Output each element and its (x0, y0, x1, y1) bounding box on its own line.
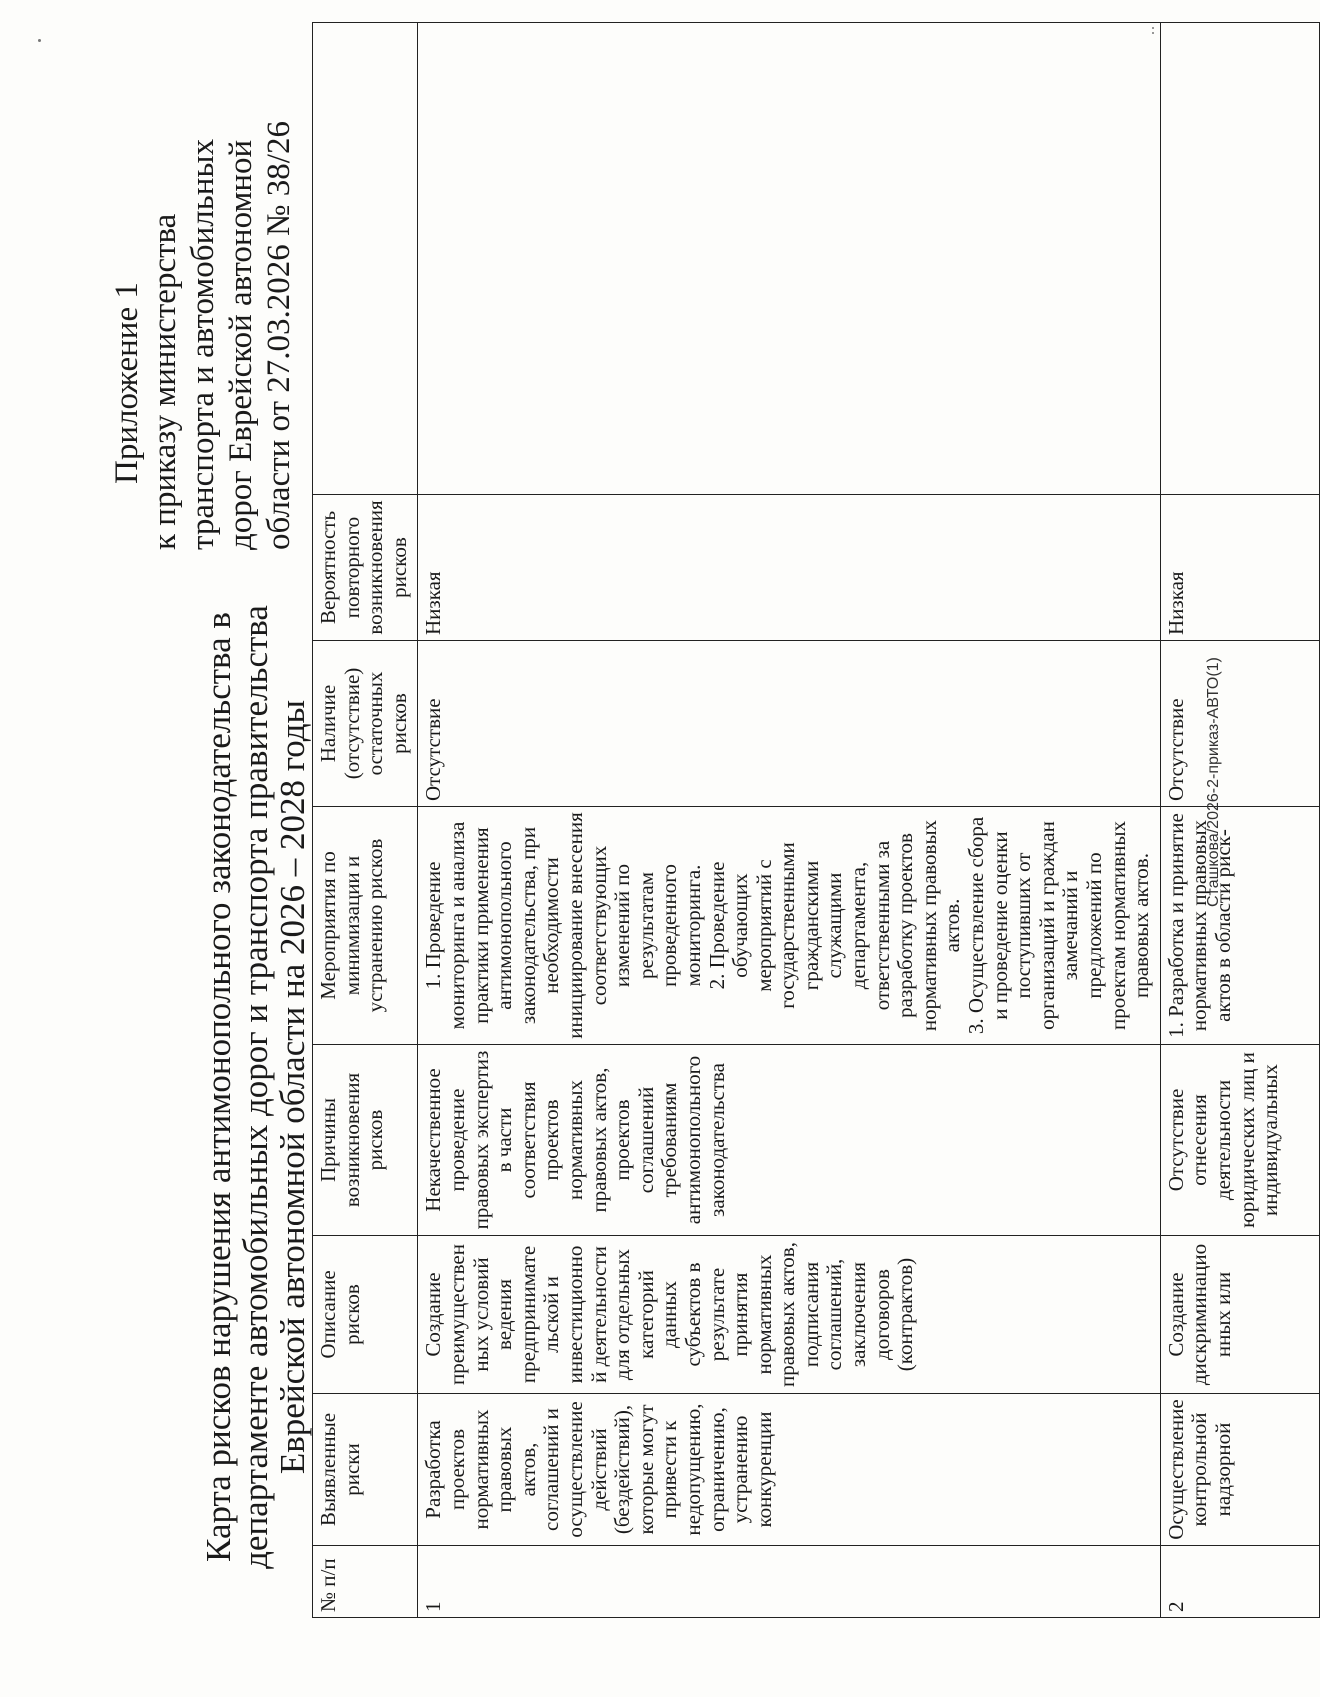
table-row (418, 23, 1160, 1618)
scan-speck (38, 39, 41, 42)
appendix-header (108, 80, 298, 550)
empty-cell (1160, 23, 1319, 495)
appendix-line: дорог Еврейской автономной (223, 139, 259, 550)
empty-cell (418, 23, 1160, 495)
header-cell-probability: Вероятность повторного возникновения рисков (313, 495, 418, 641)
residual-cell: Отсутствие (1160, 641, 1319, 807)
appendix-line: Приложение 1 (109, 282, 145, 484)
description-cell: Создание преимущественных условий ведения предпринимательской и инвестиционной деятельности для отдельных категорий данных субъектов в результате принятия нормативных правовых актов, подписания соглашений, заключения договоров (контрактов) (418, 1236, 1160, 1394)
causes-cell: Отсутствие отнесения деятельности юридических лиц и индивидуальных (1160, 1045, 1319, 1236)
header-cell-description: Описание рисков (313, 1236, 418, 1394)
header-cell-empty (313, 23, 418, 495)
header-cell-residual: Наличие (отсутствие) остаточных рисков (313, 641, 418, 807)
residual-cell: Отсутствие (418, 641, 1160, 807)
measures-cell: 1. Разработка и принятие нормативных правовых актов в области риск- (1160, 807, 1319, 1045)
measures-cell: 1. Проведение мониторинга и анализа практики применения антимонопольного законодательства, при необходимости инициирование внесения соответствующих изменений по результатам проведенного мониторинга. 2. Проведение обучающих мероприятий с государственными гражданскими служащими департамента, ответственными за разработку проектов нормативных правовых актов. 3. Осуществление сбора и проведение оценки поступивших от организаций и граждан замечаний и предложений по проектам нормативных правовых актов. (418, 807, 1160, 1045)
risk-cell: Осуществление контрольной надзорной (1160, 1394, 1319, 1546)
description-cell: Создание дискриминационных или (1160, 1236, 1319, 1394)
document-title: Карта рисков нарушения антимонопольного законодательства в департаменте автомобильных дорог и транспорта правительства Еврейской автономной области на 2026 – 2028 годы (199, 605, 312, 1569)
footer-reference: Сташкова/2026-2-приказ-АВТО(1) (1205, 657, 1222, 907)
appendix-line: транспорта и автомобильных (185, 138, 221, 550)
header-cell-measures: Мероприятия по минимизации и устранению рисков (313, 807, 418, 1045)
header-cell-risks: Выявленные риски (313, 1394, 418, 1546)
table-header-row (313, 23, 418, 1618)
row-number-cell: 1 (418, 1546, 1160, 1618)
causes-cell: Некачественное проведение правовых экспертиз в части соответствия проектов нормативных правовых актов, проектов соглашений требованиям антимонопольного законодательства (418, 1045, 1160, 1236)
header-cell-causes: Причины возникновения рисков (313, 1045, 418, 1236)
header-cell-number: № п/п (313, 1546, 418, 1618)
probability-cell: Низкая (1160, 495, 1319, 641)
probability-cell: Низкая (418, 495, 1160, 641)
appendix-line: области от 27.03.2026 № 38/26 (261, 121, 297, 550)
table-row (1160, 23, 1319, 1618)
row-number-cell: 2 (1160, 1546, 1319, 1618)
risk-map-table (312, 22, 1320, 1618)
risk-cell: Разработка проектов нормативных правовых актов, соглашений и осуществление действий (бездействий), которые могут привести к недопущению, ограничению, устранению конкуренции (418, 1394, 1160, 1546)
appendix-line: к приказу министерства (147, 213, 183, 550)
